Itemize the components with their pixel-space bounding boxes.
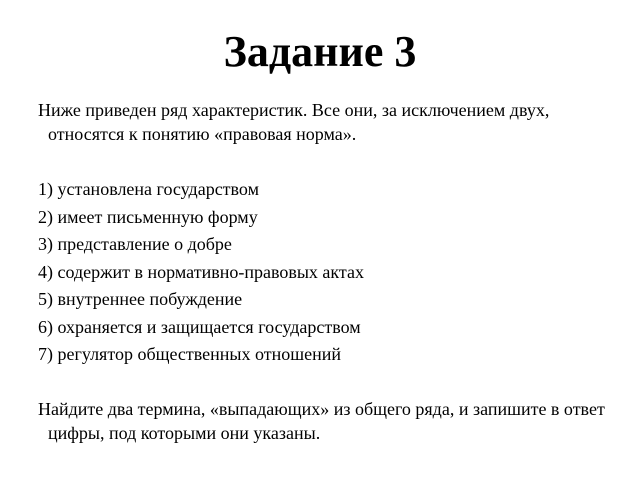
list-item: 4) содержит в нормативно-правовых актах (38, 261, 364, 282)
list-item: 7) регулятор общественных отношений (38, 344, 342, 364)
list-item: 2) имеет письменную форму (38, 206, 258, 227)
task-title: Задание 3 (223, 27, 417, 76)
list-item: 1) установлена государством (38, 179, 259, 199)
task-instruction (38, 397, 608, 445)
list-item: 3) представление о добре (38, 234, 232, 254)
intro-text: Ниже приведен ряд характеристик. Все они, за исключением двух, относятся к понятию «правовая норма». (38, 100, 550, 144)
list-item: 5) внутреннее побуждение (38, 289, 243, 309)
characteristics-list (38, 176, 608, 369)
instruction-text: Найдите два термина, «выпадающих» из общего ряда, и запишите в ответ цифры, под которыми они указаны. (38, 399, 605, 443)
task-intro (38, 98, 608, 146)
list-item: 6) охраняется и защищается государством (38, 316, 361, 337)
